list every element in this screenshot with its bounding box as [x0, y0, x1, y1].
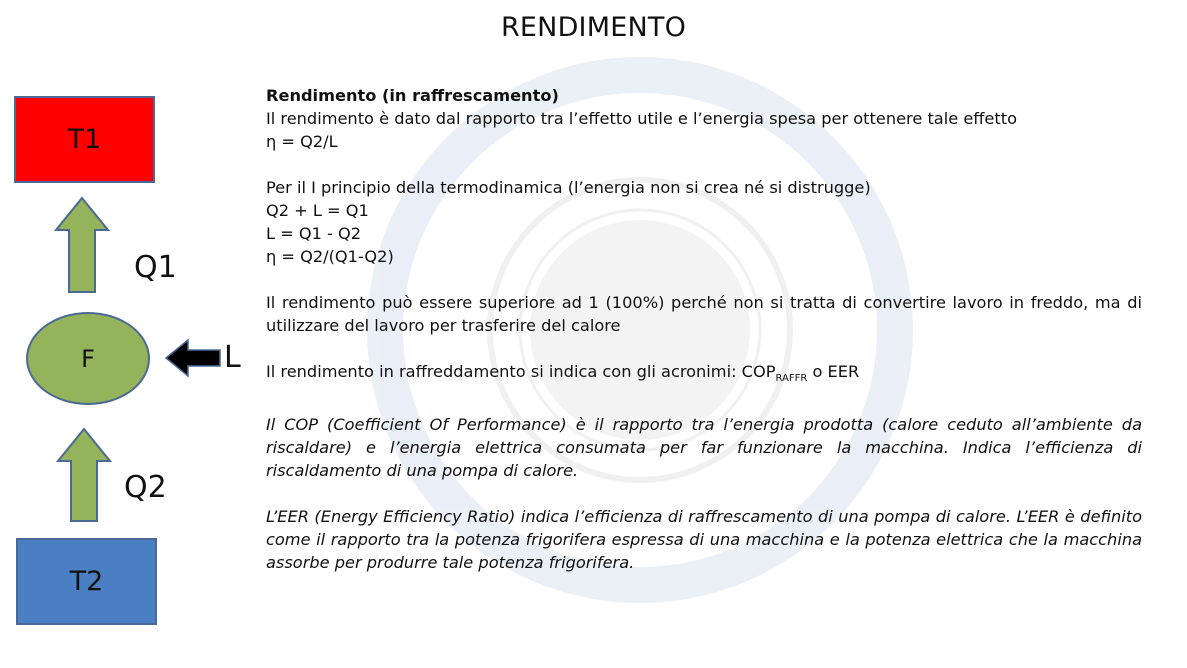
page-title: RENDIMENTO: [500, 12, 687, 43]
section-heading: Rendimento (in raffrescamento): [266, 86, 559, 105]
q1-label: Q1: [134, 250, 177, 285]
l-arrow-icon: [164, 337, 222, 379]
acronyms-suffix: o EER: [807, 362, 860, 381]
acronyms-subscript: RAFFR: [775, 373, 808, 385]
formula-eta: η = Q2/L: [266, 132, 338, 151]
cycle-diagram: [0, 0, 260, 668]
eer-paragraph: L’EER (Energy Efficiency Ratio) indica l’efficienza di raffrescamento di una pompa di calore. L’EER è definito come il rapporto tra la potenza frigorifera espressa di una macchina e la potenza elettrica che la macchina assorbe per produrre tale potenza frigorifera.: [266, 507, 1142, 573]
t1-label: T1: [67, 124, 102, 155]
l-label: L: [224, 340, 241, 375]
explanation-text: [266, 84, 1142, 574]
acronyms-line: [266, 360, 1142, 390]
t2-label: T2: [69, 566, 104, 597]
equation-3: η = Q2/(Q1-Q2): [266, 247, 394, 266]
equation-1: Q2 + L = Q1: [266, 201, 369, 220]
t1-box: [14, 96, 155, 183]
acronyms-prefix: Il rendimento in raffreddamento si indica con gli acronimi: COP: [266, 362, 776, 381]
first-law-line: Per il I principio della termodinamica (l’energia non si crea né si distrugge): [266, 178, 871, 197]
efficiency-paragraph: Il rendimento può essere superiore ad 1 (100%) perché non si tratta di convertire lavoro in freddo, ma di utilizzare del lavoro per trasferire del calore: [266, 293, 1142, 335]
q1-arrow-icon: [52, 196, 112, 296]
f-circle: [26, 312, 150, 405]
t2-box: [16, 538, 157, 625]
equation-2: L = Q1 - Q2: [266, 224, 362, 243]
q2-label: Q2: [124, 470, 167, 505]
f-label: F: [81, 344, 95, 373]
definition-line: Il rendimento è dato dal rapporto tra l’effetto utile e l’energia spesa per ottenere tale effetto: [266, 109, 1017, 128]
cop-paragraph: Il COP (Coefficient Of Performance) è il rapporto tra l’energia prodotta (calore ceduto all’ambiente da riscaldare) e l’energia elettrica consumata per far funzionare la macchina. Indica l’efficienza di riscaldamento di una pompa di calore.: [266, 415, 1142, 481]
q2-arrow-icon: [54, 427, 114, 525]
